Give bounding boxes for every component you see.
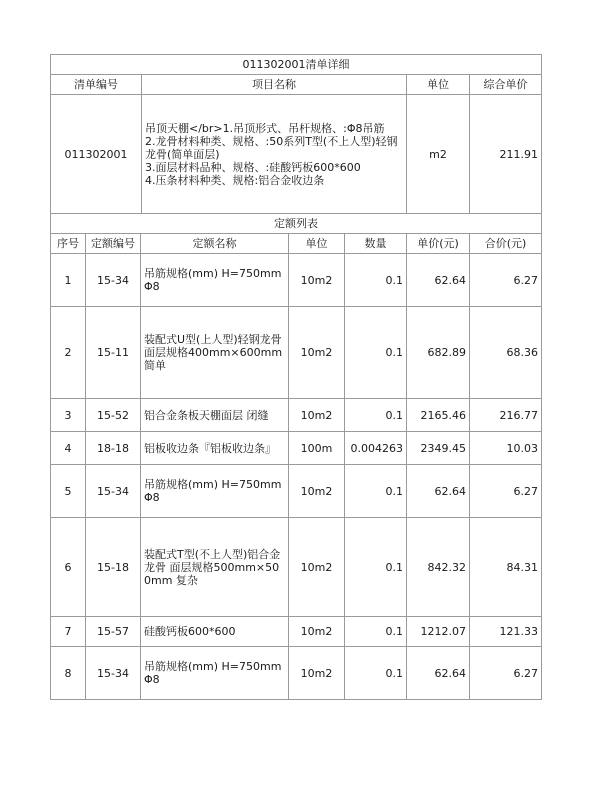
- table-row: [51, 432, 542, 465]
- table-title: 011302001清单详细: [51, 55, 542, 75]
- quota-header-row: [51, 234, 542, 254]
- row-qty: 0.1: [345, 465, 407, 518]
- row-total: 68.36: [470, 307, 542, 399]
- row-qty: 0.1: [345, 254, 407, 307]
- row-price: 62.64: [407, 465, 470, 518]
- col-header-unit: 单位: [407, 75, 470, 95]
- col-header-code: 清单编号: [51, 75, 142, 95]
- row-price: 2349.45: [407, 432, 470, 465]
- bill-item-table: [50, 54, 542, 214]
- row-unit: 10m2: [289, 307, 345, 399]
- table-row: [51, 399, 542, 432]
- row-qty: 0.1: [345, 647, 407, 700]
- row-total: 10.03: [470, 432, 542, 465]
- row-name: 硅酸钙板600*600: [141, 617, 289, 647]
- item-price: 211.91: [470, 95, 542, 214]
- row-code: 15-57: [86, 617, 141, 647]
- row-price: 62.64: [407, 647, 470, 700]
- row-unit: 10m2: [289, 617, 345, 647]
- quota-header-cell: 定额名称: [141, 234, 289, 254]
- quota-table: [50, 213, 542, 700]
- row-no: 4: [51, 432, 86, 465]
- row-name: 吊筋规格(mm) H=750mm Φ8: [141, 254, 289, 307]
- row-qty: 0.1: [345, 518, 407, 617]
- row-unit: 10m2: [289, 254, 345, 307]
- table-row: [51, 518, 542, 617]
- row-code: 15-52: [86, 399, 141, 432]
- quota-header-cell: 序号: [51, 234, 86, 254]
- desc-line: 4.压条材料种类、规格:铝合金收边条: [145, 173, 325, 187]
- table-row: [51, 465, 542, 518]
- row-name: 铝板收边条『铝板收边条』: [141, 432, 289, 465]
- row-no: 1: [51, 254, 86, 307]
- row-no: 6: [51, 518, 86, 617]
- row-total: 6.27: [470, 254, 542, 307]
- row-no: 5: [51, 465, 86, 518]
- quota-title: 定额列表: [51, 214, 542, 234]
- row-no: 8: [51, 647, 86, 700]
- row-total: 6.27: [470, 647, 542, 700]
- desc-line: 2.龙骨材料种类、规格、:50系列T型(不上人型)轻钢龙骨(简单面层): [145, 134, 398, 161]
- row-price: 842.32: [407, 518, 470, 617]
- row-name: 吊筋规格(mm) H=750mm Φ8: [141, 647, 289, 700]
- row-unit: 10m2: [289, 647, 345, 700]
- row-name: 装配式T型(不上人型)铝合金龙骨 面层规格500mm×500mm 复杂: [141, 518, 289, 617]
- row-total: 121.33: [470, 617, 542, 647]
- col-header-name: 项目名称: [142, 75, 407, 95]
- quota-header-cell: 单价(元): [407, 234, 470, 254]
- row-no: 7: [51, 617, 86, 647]
- desc-line: 吊顶天棚</br>1.吊顶形式、吊杆规格、:Φ8吊筋: [145, 121, 385, 135]
- row-name: 装配式U型(上人型)轻钢龙骨 面层规格400mm×600mm 简单: [141, 307, 289, 399]
- row-no: 2: [51, 307, 86, 399]
- row-name: 吊筋规格(mm) H=750mm Φ8: [141, 465, 289, 518]
- row-total: 216.77: [470, 399, 542, 432]
- row-no: 3: [51, 399, 86, 432]
- row-code: 15-18: [86, 518, 141, 617]
- row-code: 15-34: [86, 647, 141, 700]
- quota-header-cell: 数量: [345, 234, 407, 254]
- quota-header-cell: 单位: [289, 234, 345, 254]
- row-qty: 0.004263: [345, 432, 407, 465]
- row-price: 62.64: [407, 254, 470, 307]
- desc-line: 3.面层材料品种、规格、:硅酸钙板600*600: [145, 160, 361, 174]
- row-code: 15-11: [86, 307, 141, 399]
- row-qty: 0.1: [345, 399, 407, 432]
- row-unit: 10m2: [289, 518, 345, 617]
- row-code: 15-34: [86, 465, 141, 518]
- row-unit: 10m2: [289, 465, 345, 518]
- row-total: 6.27: [470, 465, 542, 518]
- row-qty: 0.1: [345, 307, 407, 399]
- item-code: 011302001: [51, 95, 142, 214]
- table-row: [51, 254, 542, 307]
- row-price: 2165.46: [407, 399, 470, 432]
- row-name: 铝合金条板天棚面层 闭缝: [141, 399, 289, 432]
- row-price: 682.89: [407, 307, 470, 399]
- row-code: 15-34: [86, 254, 141, 307]
- row-total: 84.31: [470, 518, 542, 617]
- table-row: [51, 617, 542, 647]
- row-price: 1212.07: [407, 617, 470, 647]
- row-unit: 100m: [289, 432, 345, 465]
- table-row: [51, 307, 542, 399]
- table-row: [51, 647, 542, 700]
- item-description: [142, 95, 407, 214]
- quota-header-cell: 合价(元): [470, 234, 542, 254]
- row-code: 18-18: [86, 432, 141, 465]
- item-unit: m2: [407, 95, 470, 214]
- row-qty: 0.1: [345, 617, 407, 647]
- col-header-price: 综合单价: [470, 75, 542, 95]
- row-unit: 10m2: [289, 399, 345, 432]
- quota-header-cell: 定额编号: [86, 234, 141, 254]
